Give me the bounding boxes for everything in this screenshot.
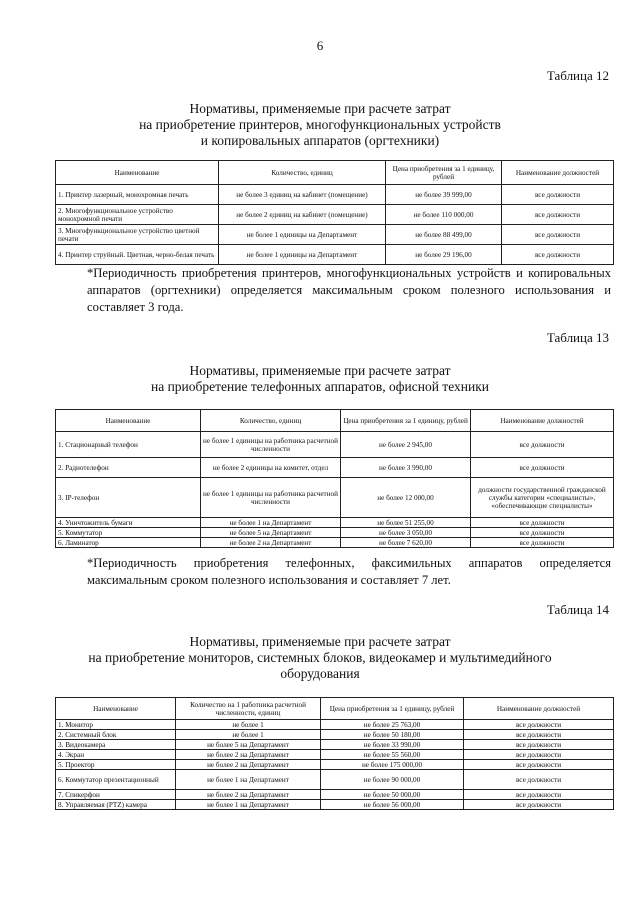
table-row <box>56 458 614 478</box>
cell-positions: все должности <box>464 750 614 760</box>
header-cell: Цена приобретения за 1 единицу, рублей <box>321 698 464 720</box>
table-row <box>56 205 614 225</box>
table-row <box>56 790 614 800</box>
cell-price: не более 50 180,00 <box>321 730 464 740</box>
cell-name: 2. Многофункциональное устройство монохромной печати <box>56 205 219 225</box>
cell-price: не более 39 999,00 <box>386 185 502 205</box>
cell-price: не более 33 990,00 <box>321 740 464 750</box>
cell-positions: все должности <box>464 720 614 730</box>
table-row <box>56 185 614 205</box>
cell-name: 6. Ламинатор <box>56 538 201 548</box>
cell-price: не более 50 000,00 <box>321 790 464 800</box>
cell-quantity: не более 3 единиц на кабинет (помещение) <box>219 185 386 205</box>
cell-price: не более 55 560,00 <box>321 750 464 760</box>
table-13-label: Таблица 13 <box>546 330 609 345</box>
cell-positions: все должности <box>502 225 614 245</box>
table-row <box>56 225 614 245</box>
cell-positions: все должности <box>502 245 614 265</box>
table-row <box>56 750 614 760</box>
table-14-title: Нормативы, применяемые при расчете затрат на приобретение мониторов, системных блоков, видеокамер и мультимедийного оборудования <box>88 634 552 681</box>
cell-positions: все должности <box>464 790 614 800</box>
table-row <box>56 245 614 265</box>
cell-name: 1. Стационарный телефон <box>56 432 201 458</box>
cell-price: не более 3 990,00 <box>341 458 471 478</box>
table-row <box>56 538 614 548</box>
cell-name: 1. Монитор <box>56 720 176 730</box>
table-13-note: *Периодичность приобретения телефонных, факсимильных аппаратов определяется максимальным сроком полезного использования и составляет 7 лет. <box>87 556 611 587</box>
table-12 <box>55 160 614 265</box>
cell-positions: все должности <box>502 205 614 225</box>
cell-name: 2. Системный блок <box>56 730 176 740</box>
cell-quantity: не более 5 на Департамент <box>176 740 321 750</box>
cell-positions: все должности <box>464 800 614 810</box>
cell-quantity: не более 1 единицы на работника расчетной численности <box>201 478 341 518</box>
header-cell: Наименование должностей <box>464 698 614 720</box>
header-cell: Наименование <box>56 698 176 720</box>
cell-price: не более 12 000,00 <box>341 478 471 518</box>
header-cell: Количество на 1 работника расчетной численности, единиц <box>176 698 321 720</box>
cell-price: не более 3 050,00 <box>341 528 471 538</box>
cell-price: не более 88 499,00 <box>386 225 502 245</box>
cell-price: не более 7 620,00 <box>341 538 471 548</box>
cell-quantity: не более 2 на Департамент <box>176 760 321 770</box>
cell-name: 1. Принтер лазерный, монохромная печать <box>56 185 219 205</box>
cell-quantity: не более 2 на Департамент <box>176 790 321 800</box>
table-header-row <box>56 161 614 185</box>
cell-positions: все должности <box>502 185 614 205</box>
header-cell: Наименование должностей <box>502 161 614 185</box>
cell-name: 2. Радиотелефон <box>56 458 201 478</box>
cell-name: 3. Многофункциональное устройство цветной печати <box>56 225 219 245</box>
cell-price: не более 56 000,00 <box>321 800 464 810</box>
table-row <box>56 432 614 458</box>
table-row <box>56 478 614 518</box>
header-cell: Количество, единиц <box>219 161 386 185</box>
table-13 <box>55 409 614 548</box>
cell-name: 5. Проектор <box>56 760 176 770</box>
cell-price: не более 29 196,00 <box>386 245 502 265</box>
table-row <box>56 760 614 770</box>
cell-quantity: не более 1 на Департамент <box>201 518 341 528</box>
cell-name: 3. Видеокамера <box>56 740 176 750</box>
table-header-row <box>56 410 614 432</box>
cell-name: 6. Коммутатор презентационный <box>56 770 176 790</box>
cell-quantity: не более 1 <box>176 730 321 740</box>
cell-price: не более 90 000,00 <box>321 770 464 790</box>
cell-positions: все должности <box>464 760 614 770</box>
page-number: 6 <box>316 38 324 53</box>
cell-positions: все должности <box>471 432 614 458</box>
cell-positions: все должности <box>471 518 614 528</box>
cell-price: не более 2 945,00 <box>341 432 471 458</box>
cell-positions: все должности <box>464 770 614 790</box>
cell-name: 3. IP-телефон <box>56 478 201 518</box>
cell-positions: все должности <box>464 740 614 750</box>
table-14-label: Таблица 14 <box>546 602 609 617</box>
cell-positions: все должности <box>464 730 614 740</box>
cell-quantity: не более 1 единицы на Департамент <box>219 225 386 245</box>
cell-quantity: не более 2 на Департамент <box>201 538 341 548</box>
cell-quantity: не более 5 на Департамент <box>201 528 341 538</box>
header-cell: Наименование <box>56 410 201 432</box>
table-row <box>56 800 614 810</box>
cell-name: 4. Уничтожитель бумаги <box>56 518 201 528</box>
table-12-label: Таблица 12 <box>546 68 609 83</box>
cell-price: не более 110 000,00 <box>386 205 502 225</box>
header-cell: Цена приобретения за 1 единицу, рублей <box>386 161 502 185</box>
table-row <box>56 720 614 730</box>
cell-name: 5. Коммутатор <box>56 528 201 538</box>
table-12-note: *Периодичность приобретения принтеров, многофункциональных устройств и копировальных аппаратов (оргтехники) определяется максимальным сроком полезного использования и составляет 3 года. <box>87 266 611 314</box>
table-row <box>56 730 614 740</box>
header-cell: Цена приобретения за 1 единицу, рублей <box>341 410 471 432</box>
cell-quantity: не более 1 <box>176 720 321 730</box>
table-12-title: Нормативы, применяемые при расчете затрат на приобретение принтеров, многофункциональных устройств и копировальных аппаратов (оргтехники) <box>139 101 501 148</box>
cell-positions: все должности <box>471 528 614 538</box>
cell-quantity: не более 1 единицы на Департамент <box>219 245 386 265</box>
cell-positions: все должности <box>471 458 614 478</box>
table-row <box>56 770 614 790</box>
cell-name: 8. Управляемая (PTZ) камера <box>56 800 176 810</box>
table-13-title: Нормативы, применяемые при расчете затрат на приобретение телефонных аппаратов, офисной техники <box>150 363 489 394</box>
cell-quantity: не более 2 единицы на комитет, отдел <box>201 458 341 478</box>
header-cell: Количество, единиц <box>201 410 341 432</box>
cell-quantity: не более 1 на Департамент <box>176 770 321 790</box>
header-cell: Наименование должностей <box>471 410 614 432</box>
cell-quantity: не более 1 на Департамент <box>176 800 321 810</box>
cell-name: 7. Спикерфон <box>56 790 176 800</box>
cell-positions: должности государственной гражданской службы категории «специалисты», «обеспечивающие специалисты» <box>471 478 614 518</box>
table-row <box>56 528 614 538</box>
cell-price: не более 51 255,00 <box>341 518 471 528</box>
cell-quantity: не более 2 единиц на кабинет (помещение) <box>219 205 386 225</box>
header-cell: Наименование <box>56 161 219 185</box>
cell-name: 4. Принтер струйный. Цветная, черно-белая печать <box>56 245 219 265</box>
cell-price: не более 175 000,00 <box>321 760 464 770</box>
table-header-row <box>56 698 614 720</box>
table-row <box>56 518 614 528</box>
table-row <box>56 740 614 750</box>
table-14 <box>55 697 614 810</box>
cell-quantity: не более 1 единицы на работника расчетной численности <box>201 432 341 458</box>
cell-quantity: не более 2 на Департамент <box>176 750 321 760</box>
cell-name: 4. Экран <box>56 750 176 760</box>
cell-price: не более 25 763,00 <box>321 720 464 730</box>
cell-positions: все должности <box>471 538 614 548</box>
